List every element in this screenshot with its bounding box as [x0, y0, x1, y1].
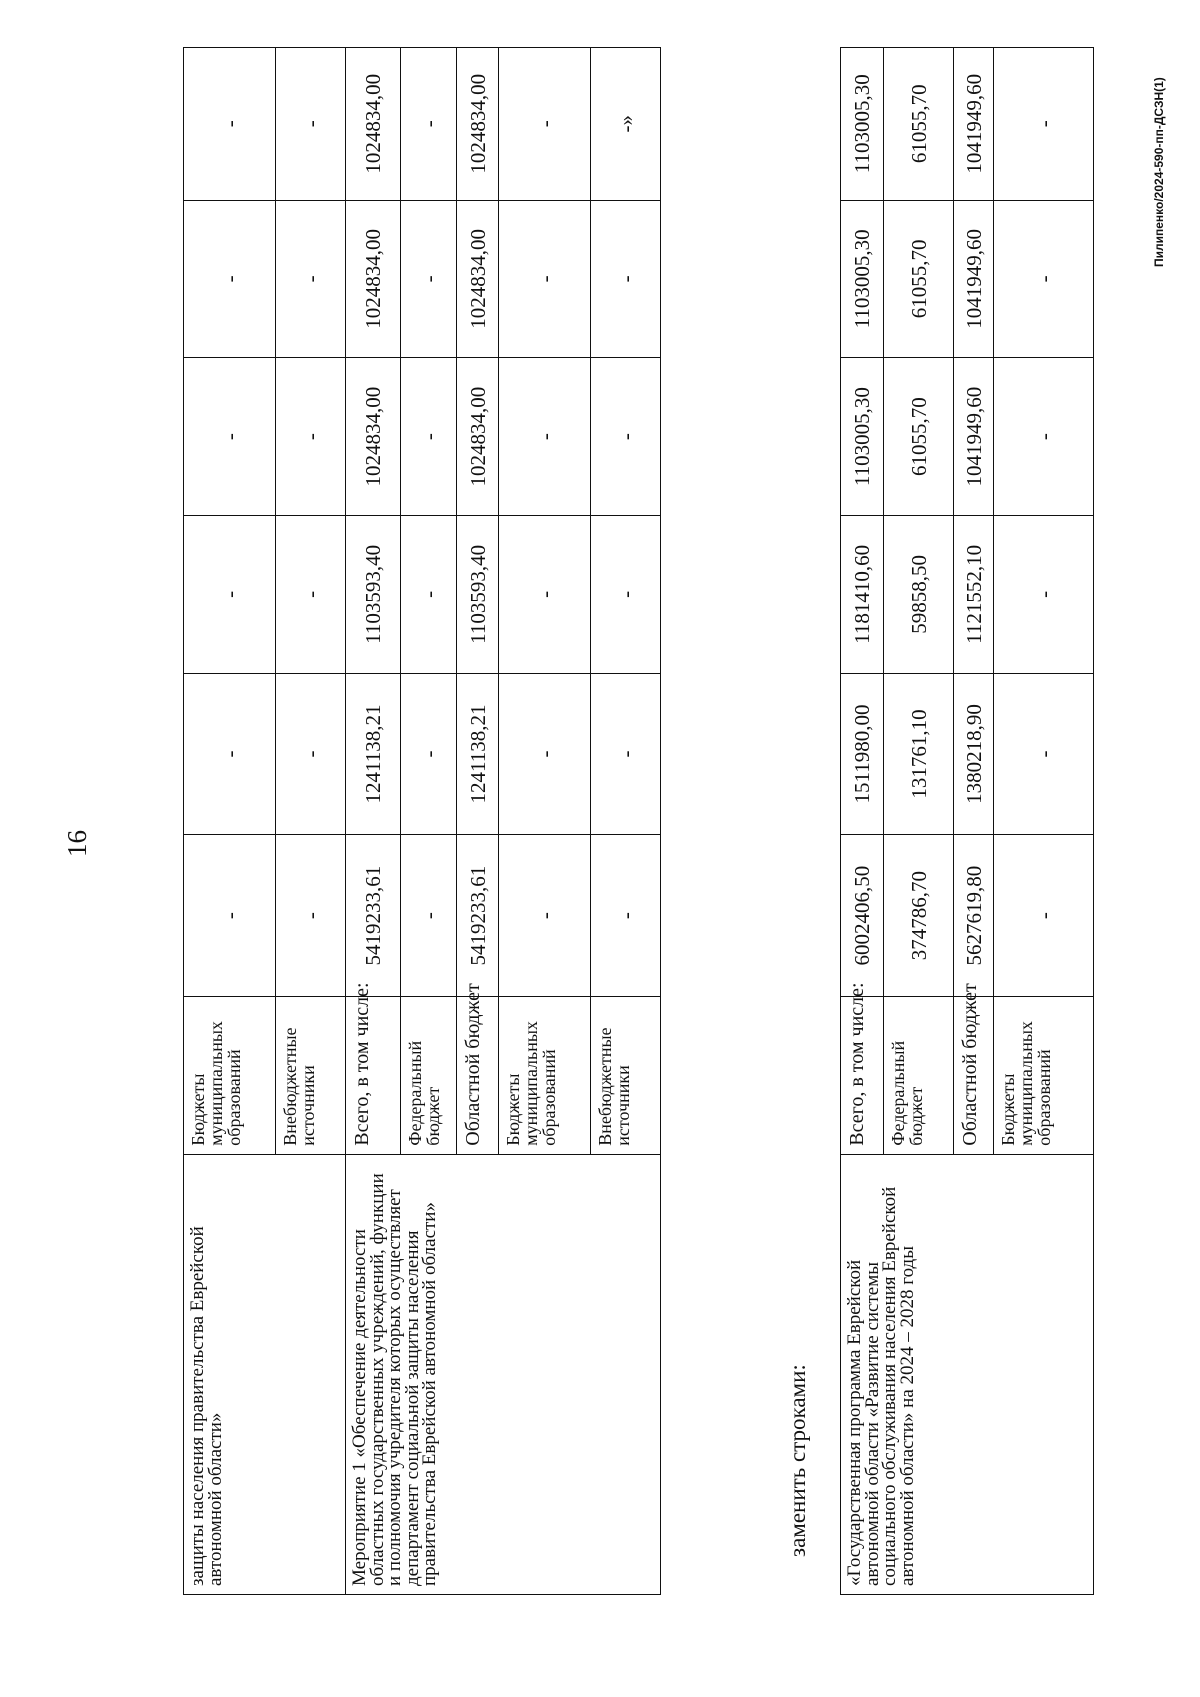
- table-row: [841, 48, 884, 1595]
- page-number: 16: [62, 830, 92, 857]
- amount-cell: 1024834,00: [457, 48, 499, 201]
- amount-cell: -: [276, 515, 346, 673]
- amount-cell: 61055,70: [884, 200, 954, 358]
- footer-code: Пилипенко/2024-590-пп-ДСЗН(1): [1152, 77, 1166, 267]
- amount-cell: -: [401, 358, 457, 516]
- amount-cell: -: [184, 673, 276, 835]
- amount-cell: 1380218,90: [954, 673, 994, 835]
- amount-cell: -: [276, 673, 346, 835]
- amount-cell: -»: [591, 48, 661, 201]
- funding-source-cell: Федеральный бюджет: [401, 996, 457, 1154]
- amount-cell: -: [401, 673, 457, 835]
- amount-cell: 1181410,60: [841, 515, 884, 673]
- amount-cell: 1041949,60: [954, 200, 994, 358]
- amount-cell: -: [591, 200, 661, 358]
- amount-cell: 5419233,61: [457, 835, 499, 997]
- amount-cell: 1041949,60: [954, 358, 994, 516]
- amount-cell: -: [994, 48, 1094, 201]
- amount-cell: 61055,70: [884, 48, 954, 201]
- program-name-cell: Мероприятие 1 «Обеспечение деятельности областных государственных учреждений, функции и полномочия учредителя которых осуществляет департамент социальной защиты населения правительства Еврейской автономной области»: [346, 1154, 661, 1594]
- amount-cell: -: [499, 358, 591, 516]
- funding-source-cell: Внебюджетные источники: [591, 996, 661, 1154]
- amount-cell: -: [276, 835, 346, 997]
- table-row: [346, 48, 401, 1595]
- amount-cell: 1121552,10: [954, 515, 994, 673]
- amount-cell: 1103005,30: [841, 200, 884, 358]
- amount-cell: -: [184, 48, 276, 201]
- amount-cell: -: [994, 200, 1094, 358]
- table-row: [184, 48, 276, 1595]
- amount-cell: -: [591, 515, 661, 673]
- amount-cell: -: [276, 48, 346, 201]
- funding-source-cell: Бюджеты муниципальных образований: [184, 996, 276, 1154]
- funding-source-cell: Федеральный бюджет: [884, 996, 954, 1154]
- amount-cell: -: [499, 835, 591, 997]
- amount-cell: 1103593,40: [457, 515, 499, 673]
- program-name-cell: «Государственная программа Еврейской автономной области «Развитие системы социального обслуживания населения Еврейской автономной области» на 2024 – 2028 годы: [841, 1154, 1094, 1594]
- amount-cell: 5419233,61: [346, 835, 401, 997]
- amount-cell: -: [499, 200, 591, 358]
- amount-cell: 1024834,00: [457, 358, 499, 516]
- amount-cell: 1024834,00: [346, 48, 401, 201]
- funding-source-cell: Областной бюджет: [457, 996, 499, 1154]
- amount-cell: 1103593,40: [346, 515, 401, 673]
- funding-source-cell: Внебюджетные источники: [276, 996, 346, 1154]
- amount-cell: -: [276, 358, 346, 516]
- amount-cell: 1024834,00: [346, 200, 401, 358]
- amount-cell: -: [994, 835, 1094, 997]
- amount-cell: 61055,70: [884, 358, 954, 516]
- amount-cell: 59858,50: [884, 515, 954, 673]
- budget-table-top: [183, 47, 661, 1595]
- amount-cell: 131761,10: [884, 673, 954, 835]
- amount-cell: -: [499, 48, 591, 201]
- amount-cell: -: [401, 515, 457, 673]
- amount-cell: 1241138,21: [346, 673, 401, 835]
- program-name-cell: защиты населения правительства Еврейской автономной области»: [184, 1154, 346, 1594]
- amount-cell: 1024834,00: [457, 200, 499, 358]
- amount-cell: -: [499, 673, 591, 835]
- amount-cell: -: [401, 835, 457, 997]
- amount-cell: -: [499, 515, 591, 673]
- funding-source-cell: Бюджеты муниципальных образований: [499, 996, 591, 1154]
- amount-cell: 1103005,30: [841, 48, 884, 201]
- amount-cell: -: [401, 48, 457, 201]
- amount-cell: 5627619,80: [954, 835, 994, 997]
- amount-cell: 1024834,00: [346, 358, 401, 516]
- amount-cell: 6002406,50: [841, 835, 884, 997]
- funding-source-cell: Областной бюджет: [954, 996, 994, 1154]
- amount-cell: 1103005,30: [841, 358, 884, 516]
- amount-cell: 1511980,00: [841, 673, 884, 835]
- funding-source-cell: Всего, в том числе:: [346, 996, 401, 1154]
- amount-cell: -: [276, 200, 346, 358]
- amount-cell: -: [591, 673, 661, 835]
- amount-cell: -: [184, 358, 276, 516]
- funding-source-cell: Всего, в том числе:: [841, 996, 884, 1154]
- amount-cell: -: [994, 358, 1094, 516]
- amount-cell: -: [184, 200, 276, 358]
- amount-cell: -: [591, 835, 661, 997]
- amount-cell: -: [401, 200, 457, 358]
- amount-cell: -: [184, 835, 276, 997]
- amount-cell: -: [591, 358, 661, 516]
- budget-table-bottom: [840, 47, 1094, 1595]
- funding-source-cell: Бюджеты муниципальных образований: [994, 996, 1094, 1154]
- amount-cell: 374786,70: [884, 835, 954, 997]
- amount-cell: -: [994, 515, 1094, 673]
- amount-cell: 1241138,21: [457, 673, 499, 835]
- amount-cell: 1041949,60: [954, 48, 994, 201]
- replace-instruction: заменить строками:: [785, 1364, 810, 1557]
- amount-cell: -: [184, 515, 276, 673]
- amount-cell: -: [994, 673, 1094, 835]
